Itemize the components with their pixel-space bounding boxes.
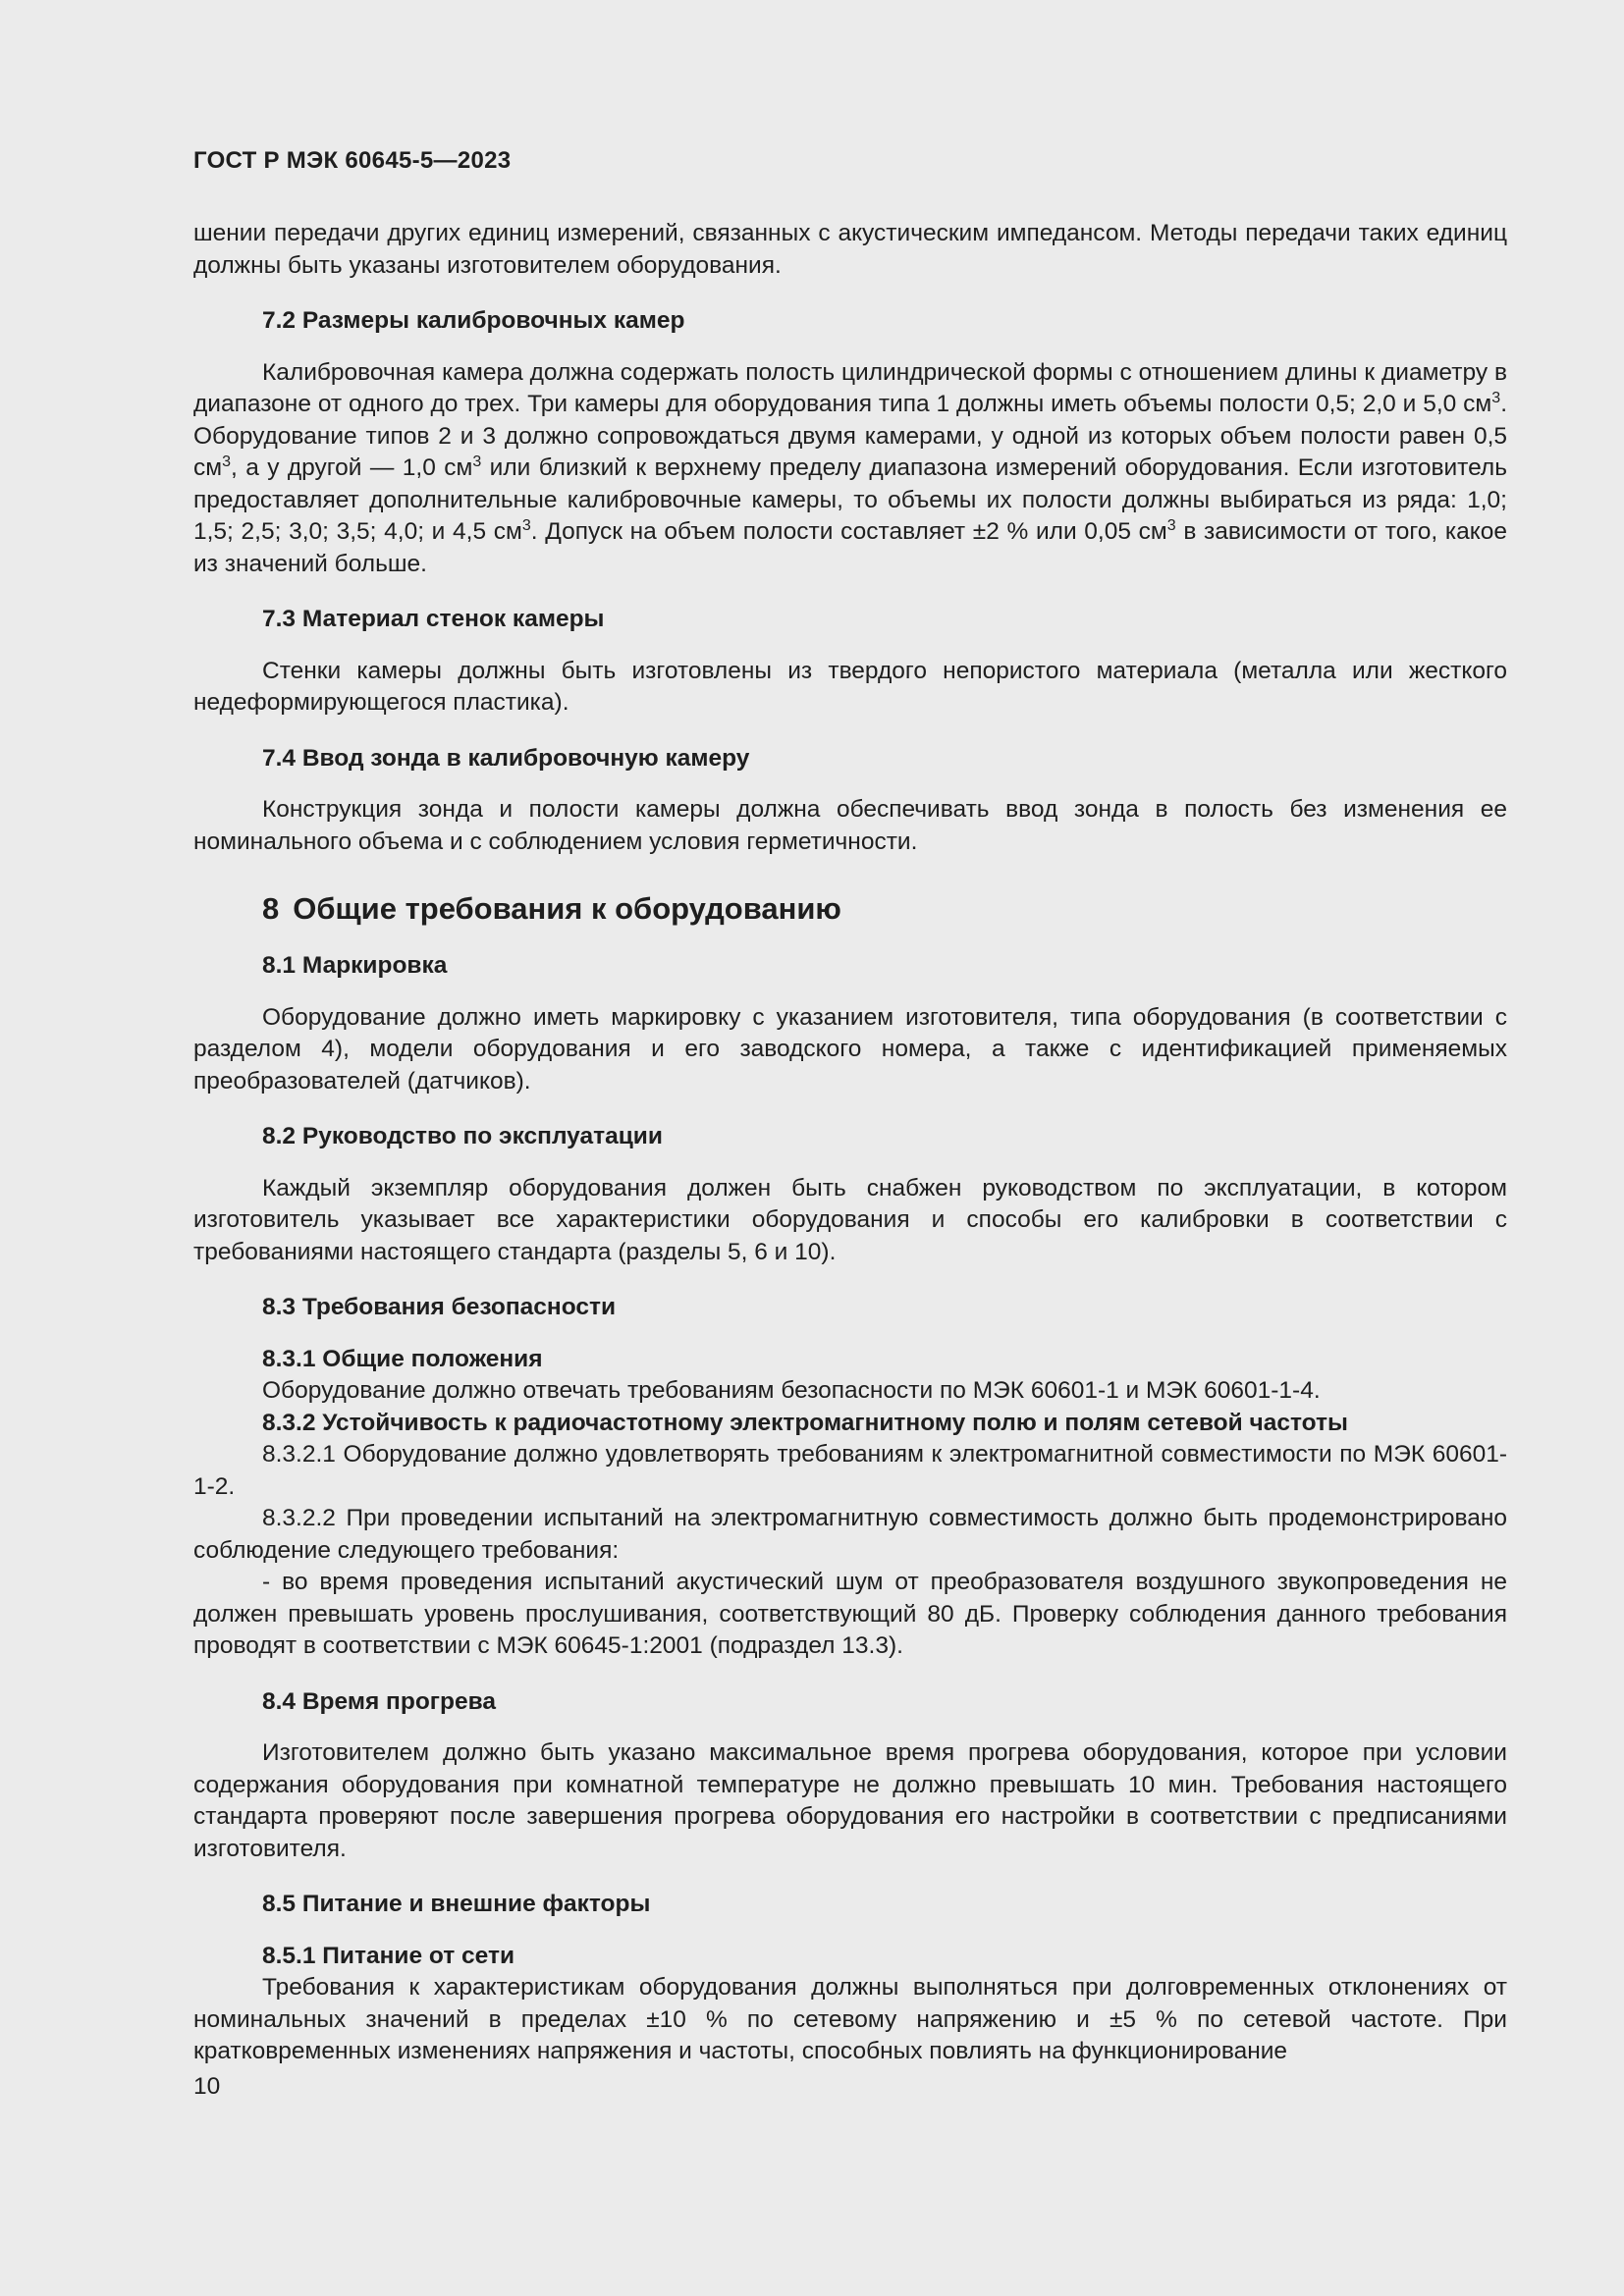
paragraph: - во время проведения испытаний акустический шум от преобразователя воздушного звукопроведения не должен превышать уровень прослушивания, соответствующий 80 дБ. Проверку соблюдения данного требования проводят в соответствии с МЭК 60645-1:2001 (подраздел 13.3).	[193, 1569, 1507, 1659]
paragraph: Конструкция зонда и полости камеры должна обеспечивать ввод зонда в полость без изменения ее номинального объема и с соблюдением условия герметичности.	[193, 796, 1507, 855]
section-heading-8-2: 8.2 Руководство по эксплуатации	[262, 1123, 663, 1149]
subsection-heading-8-3-1: 8.3.1 Общие положения	[262, 1345, 543, 1372]
paragraph: Оборудование должно иметь маркировку с указанием изготовителя, типа оборудования (в соответствии с разделом 4), модели оборудования и его заводского номера, а также с идентификацией применяемых преобразователей (датчиков).	[193, 1003, 1507, 1095]
section-heading-7-4: 7.4 Ввод зонда в калибровочную камеру	[262, 744, 750, 772]
page-number: 10	[193, 2073, 221, 2100]
document-page	[193, 147, 1507, 2068]
paragraph: Оборудование должно отвечать требованиям безопасности по МЭК 60601-1 и МЭК 60601-1-4.	[262, 1377, 1321, 1404]
section-heading-7-2: 7.2 Размеры калибровочных камер	[262, 307, 685, 334]
paragraph: 8.3.2.2 При проведении испытаний на электромагнитную совместимость должно быть продемонстрировано соблюдение следующего требования:	[193, 1505, 1507, 1564]
paragraph: шении передачи других единиц измерений, связанных с акустическим импедансом. Методы передачи таких единиц должны быть указаны изготовителем оборудования.	[193, 220, 1507, 279]
section-heading-8-5: 8.5 Питание и внешние факторы	[262, 1891, 651, 1917]
paragraph: Требования к характеристикам оборудования должны выполняться при долговременных отклонениях от номинальных значений в пределах ±10 % по сетевому напряжению и ±5 % по сетевой частоте. При кратковременных изменениях напряжения и частоты, способных повлиять на функционирование	[193, 1974, 1507, 2064]
subsection-heading-8-3-2: 8.3.2 Устойчивость к радиочастотному электромагнитному полю и полям сетевой частоты	[262, 1409, 1348, 1436]
chapter-title: Общие требования к оборудованию	[293, 891, 841, 926]
running-header: ГОСТ Р МЭК 60645-5—2023	[193, 147, 512, 174]
paragraph: Каждый экземпляр оборудования должен быть снабжен руководством по эксплуатации, в котором изготовитель указывает все характеристики оборудования и способы его калибровки в соответствии с требованиями настоящего стандарта (разделы 5, 6 и 10).	[193, 1174, 1507, 1265]
paragraph: Калибровочная камера должна содержать полость цилиндрической формы с отношением длины к диаметру в диапазоне от одного до трех. Три камеры для оборудования типа 1 должны иметь объемы полости 0,5; 2,0 и 5,0 $см^3$. Оборудование типов 2 и 3 должно сопровождаться двумя камерами, у одной из которых объем полости равен 0,5 $см^3$, а у другой — 1,0 $см^3$ или близкий к верхнему пределу диапазона измерений оборудования. Если изготовитель предоставляет дополнительные калибровочные камеры, то объемы их полости должны выбираться из ряда: 1,0; 1,5; 2,5; 3,0; 3,5; 4,0; и 4,5 $см^3$. Допуск на объем полости составляет ±2 % или 0,05 $см^3$ в зависимости от того, какое из значений больше.	[193, 358, 1507, 577]
section-heading-8-3: 8.3 Требования безопасности	[262, 1294, 617, 1320]
paragraph: Изготовителем должно быть указано максимальное время прогрева оборудования, которое при условии содержания оборудования при комнатной температуре не должно превышать 10 мин. Требования настоящего стандарта проверяют после завершения прогрева оборудования его настройки в соответствии с предписаниями изготовителя.	[193, 1739, 1507, 1862]
section-heading-7-3: 7.3 Материал стенок камеры	[262, 606, 605, 632]
paragraph: 8.3.2.1 Оборудование должно удовлетворять требованиям к электромагнитной совместимости по МЭК 60601-1-2.	[193, 1441, 1507, 1500]
paragraph: Стенки камеры должны быть изготовлены из твердого непористого материала (металла или жесткого недеформирующегося пластика).	[193, 657, 1507, 716]
chapter-number: 8	[262, 891, 280, 926]
section-heading-8-4: 8.4 Время прогрева	[262, 1687, 496, 1715]
chapter-heading-8	[193, 889, 1507, 929]
section-heading-8-1: 8.1 Маркировка	[262, 952, 448, 979]
subsection-heading-8-5-1: 8.5.1 Питание от сети	[262, 1942, 515, 1969]
